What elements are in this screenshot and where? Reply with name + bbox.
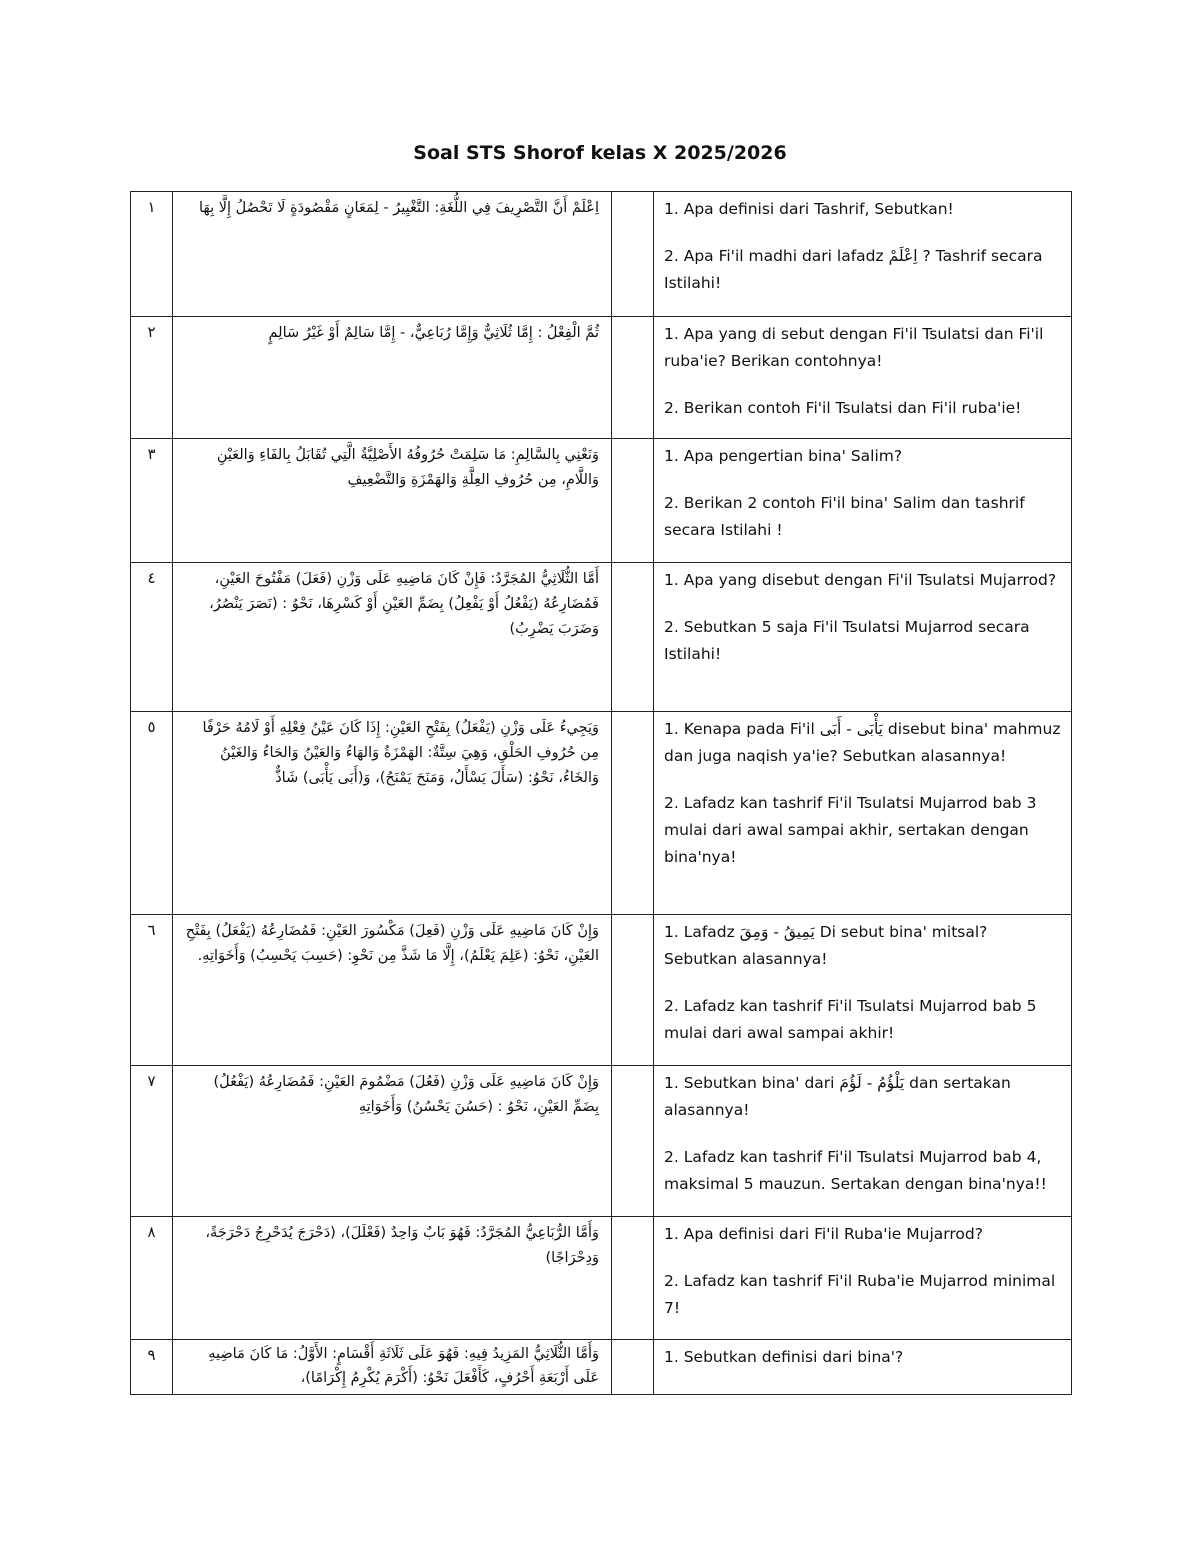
arabic-text: وَيَجِيءُ عَلَى وَزْنِ (يَفْعَلُ) بِفَتْحِ العَيْنِ: إِذَا كَانَ عَيْنُ فِعْلِهِ أَوْ لَامُهُ حَرْفًا مِن حُرُوفِ الحَلْقِ، وَهِيَ سِتَّةٌ: الهَمْزَةُ وَالهَاءُ وَالعَيْنُ وَالحَاءُ وَالغَيْنُ وَالخَاءُ، نَحْوُ: (سَأَلَ يَسْأَلُ، وَمَنَحَ يَمْنَحُ)، وَ(أَبَى يَأْبَى) شَاذٌّ — [173, 712, 612, 915]
spacer-cell — [612, 712, 654, 915]
question-2: 2. Lafadz kan tashrif Fi'il Ruba'ie Mujarrod minimal 7! — [664, 1272, 1056, 1317]
row-number: ٥ — [131, 712, 173, 915]
arabic-text: وَإِنْ كَانَ مَاضِيهِ عَلَى وَزْنِ (فَعُلَ) مَضْمُومَ العَيْنِ: فَمُضَارِعُهُ (يَفْعُلُ) بِضَمِّ العَيْنِ، نَحْوُ : (حَسُنَ يَحْسُنُ) وَأَخَوَاتِهِ — [173, 1066, 612, 1217]
question-2: 2. Apa Fi'il madhi dari lafadz اِعْلَمْ ? Tashrif secara Istilahi! — [664, 247, 1043, 292]
row-number: ٩ — [131, 1340, 173, 1395]
questions-cell — [654, 1217, 1072, 1340]
questions-cell — [654, 563, 1072, 712]
table-row — [131, 563, 1072, 712]
question-2: 2. Berikan 2 contoh Fi'il bina' Salim dan tashrif secara Istilahi ! — [664, 494, 1025, 539]
row-number: ٤ — [131, 563, 173, 712]
arabic-text: اِعْلَمْ أَنَّ التَّصْرِيفَ فِي اللُّغَةِ: التَّغْيِيرُ - لِمَعَانٍ مَقْصُودَةٍ لَا تَحْصُلُ إِلَّا بِهَا — [173, 192, 612, 317]
row-number: ٨ — [131, 1217, 173, 1340]
arabic-text: وَإِنْ كَانَ مَاضِيهِ عَلَى وَزْنِ (فَعِلَ) مَكْسُورَ العَيْنِ: فَمُضَارِعُهُ (يَفْعَلُ) بِفَتْحِ العَيْنِ، نَحْوُ: (عَلِمَ يَعْلَمُ)، إِلَّا مَا شَذَّ مِن نَحْوِ: (حَسِبَ يَحْسِبُ) وَأَخَوَاتِهِ. — [173, 915, 612, 1066]
table-row — [131, 712, 1072, 915]
questions-cell — [654, 1066, 1072, 1217]
question-1: 1. Apa yang di sebut dengan Fi'il Tsulatsi dan Fi'il ruba'ie? Berikan contohnya! — [664, 325, 1044, 370]
question-2: 2. Lafadz kan tashrif Fi'il Tsulatsi Mujarrod bab 5 mulai dari awal sampai akhir! — [664, 997, 1037, 1042]
spacer-cell — [612, 1340, 654, 1395]
questions-cell — [654, 317, 1072, 439]
questions-cell — [654, 915, 1072, 1066]
question-1: 1. Sebutkan definisi dari bina'? — [664, 1348, 904, 1366]
question-1: 1. Apa definisi dari Tashrif, Sebutkan! — [664, 200, 954, 218]
table-row — [131, 1217, 1072, 1340]
questions-cell — [654, 439, 1072, 563]
table-row — [131, 192, 1072, 317]
question-1: 1. Kenapa pada Fi'il يَأْبَى - أَبَى disebut bina' mahmuz dan juga naqish ya'ie? Sebutkan alasannya! — [664, 720, 1061, 765]
row-number: ٣ — [131, 439, 173, 563]
table-row — [131, 1340, 1072, 1395]
table-row — [131, 1066, 1072, 1217]
row-number: ١ — [131, 192, 173, 317]
question-2: 2. Berikan contoh Fi'il Tsulatsi dan Fi'il ruba'ie! — [664, 399, 1022, 417]
question-2: 2. Lafadz kan tashrif Fi'il Tsulatsi Mujarrod bab 4, maksimal 5 mauzun. Sertakan dengan bina'nya!! — [664, 1148, 1047, 1193]
table-row — [131, 439, 1072, 563]
page-title: Soal STS Shorof kelas X 2025/2026 — [413, 142, 787, 164]
arabic-text: ثُمَّ الْفِعْلُ : إِمَّا ثُلَاثِيٌّ وَإِمَّا رُبَاعِيٌّ، - إِمَّا سَالِمٌ أَوْ غَيْرُ سَالِمٍ — [173, 317, 612, 439]
spacer-cell — [612, 563, 654, 712]
question-1: 1. Apa pengertian bina' Salim? — [664, 447, 903, 465]
questions-cell — [654, 192, 1072, 317]
arabic-text: وَأَمَّا الرُّبَاعِيُّ المُجَرَّدُ: فَهُوَ بَابٌ وَاحِدٌ (فَعْلَلَ)، (دَحْرَجَ يُدَحْرِجُ دَحْرَجَةً، وَدِحْرَاجًا) — [173, 1217, 612, 1340]
arabic-text: وَأَمَّا الثُّلَاثِيُّ المَزِيدُ فِيهِ: فَهُوَ عَلَى ثَلَاثَةِ أَقْسَامٍ: الأَوَّلُ: مَا كَانَ مَاضِيهِ عَلَى أَرْبَعَةِ أَحْرُفٍ، كَأَفْعَلَ نَحْوُ: (أَكْرَمَ يُكْرِمُ إِكْرَامًا)، — [173, 1340, 612, 1395]
question-1: 1. Apa definisi dari Fi'il Ruba'ie Mujarrod? — [664, 1225, 983, 1243]
spacer-cell — [612, 1066, 654, 1217]
spacer-cell — [612, 1217, 654, 1340]
question-1: 1. Lafadz يَمِيقُ - وَمِقَ Di sebut bina' mitsal? Sebutkan alasannya! — [664, 923, 988, 968]
questions-cell — [654, 712, 1072, 915]
table-row — [131, 317, 1072, 439]
questions-cell — [654, 1340, 1072, 1395]
row-number: ٧ — [131, 1066, 173, 1217]
arabic-text: وَنَعْنِي بِالسَّالِمِ: مَا سَلِمَتْ حُرُوفُهُ الأَصْلِيَّةُ الَّتِي تُقَابَلُ بِالفَاءِ وَالعَيْنِ وَاللَّامِ، مِن حُرُوفِ العِلَّةِ وَالهَمْزَةِ وَالتَّضْعِيفِ — [173, 439, 612, 563]
row-number: ٢ — [131, 317, 173, 439]
spacer-cell — [612, 439, 654, 563]
table-row — [131, 915, 1072, 1066]
question-table — [130, 191, 1072, 1395]
spacer-cell — [612, 915, 654, 1066]
arabic-text: أَمَّا الثُّلَاثِيُّ المُجَرَّدُ: فَإِنْ كَانَ مَاضِيهِ عَلَى وَزْنِ (فَعَلَ) مَفْتُوحَ العَيْنِ، فَمُضَارِعُهُ (يَفْعُلُ أَوْ يَفْعِلُ) بِضَمِّ العَيْنِ أَوْ كَسْرِهَا، نَحْوُ : (نَصَرَ يَنْصُرُ، وَضَرَبَ يَضْرِبُ) — [173, 563, 612, 712]
row-number: ٦ — [131, 915, 173, 1066]
question-1: 1. Apa yang disebut dengan Fi'il Tsulatsi Mujarrod? — [664, 571, 1057, 589]
question-2: 2. Lafadz kan tashrif Fi'il Tsulatsi Mujarrod bab 3 mulai dari awal sampai akhir, sertakan dengan bina'nya! — [664, 794, 1037, 866]
question-2: 2. Sebutkan 5 saja Fi'il Tsulatsi Mujarrod secara Istilahi! — [664, 618, 1030, 663]
spacer-cell — [612, 192, 654, 317]
question-1: 1. Sebutkan bina' dari يَلْؤُمُ - لَؤُمَ dan sertakan alasannya! — [664, 1074, 1011, 1119]
spacer-cell — [612, 317, 654, 439]
